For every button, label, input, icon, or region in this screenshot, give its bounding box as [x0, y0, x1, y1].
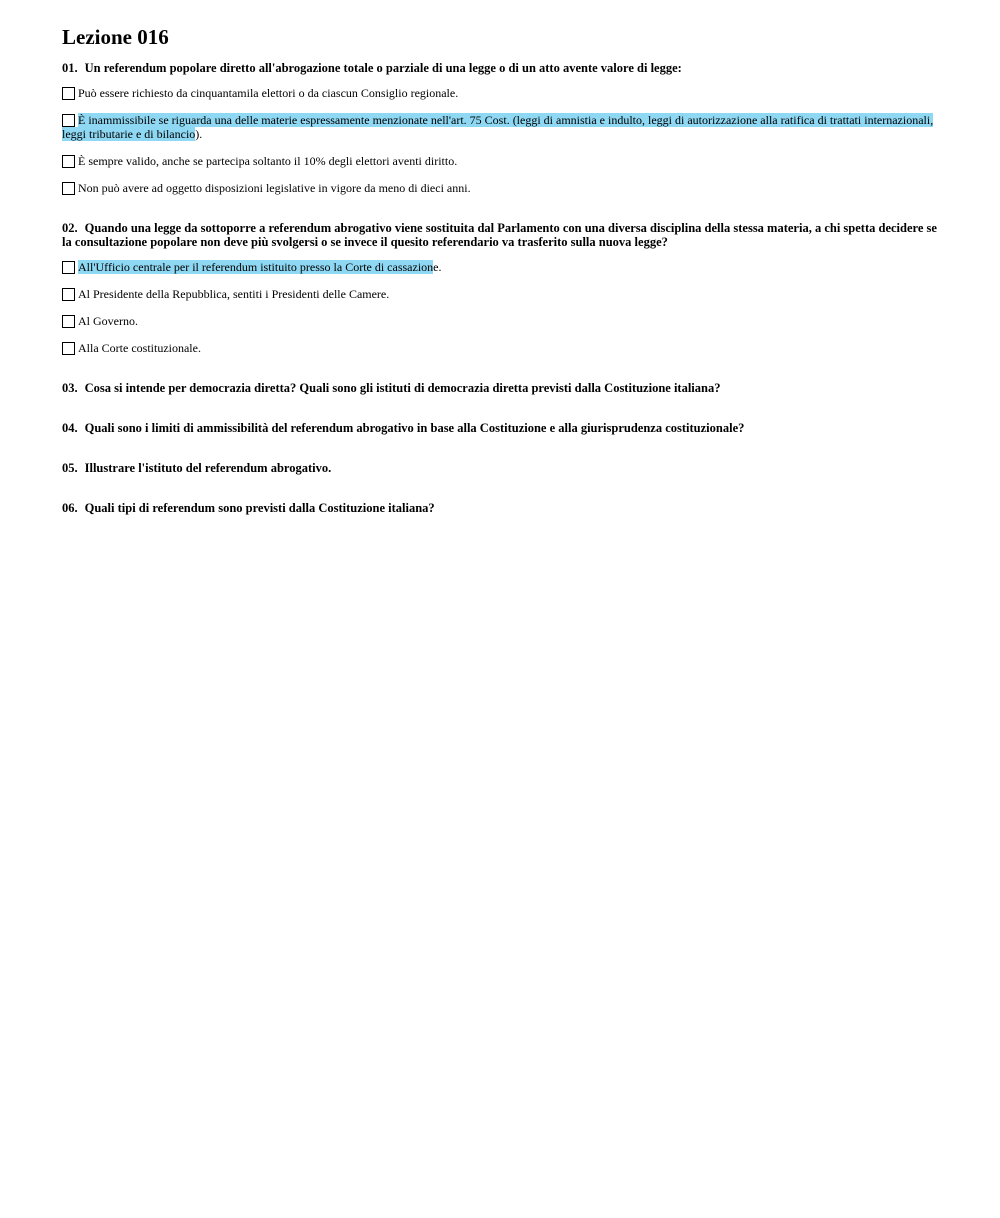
question-02	[62, 221, 942, 249]
answer-checkbox[interactable]	[62, 182, 75, 195]
answer-checkbox[interactable]	[62, 261, 75, 274]
answer-text: Può essere richiesto da cinquantamila elettori o da ciascun Consiglio regionale.	[78, 86, 459, 100]
question-04	[62, 421, 942, 435]
answer-text: È sempre valido, anche se partecipa soltanto il 10% degli elettori aventi diritto.	[78, 154, 458, 168]
question-number: 02.	[62, 221, 78, 235]
answer-text-tail: e.	[433, 260, 442, 274]
highlighted-answer-text: È inammissibile se riguarda una delle materie espressamente menzionate nell'art. 75 Cost. (leggi di amnistia e indulto, leggi di autorizzazione alla ratifica di trattati internazionali, leggi tributarie e di bilancio	[62, 113, 934, 141]
question-text: Un referendum popolare diretto all'abrogazione totale o parziale di una legge o di un atto avente valore di legge:	[84, 61, 682, 75]
question-block-01	[62, 61, 942, 195]
question-number: 04.	[62, 421, 78, 435]
answer-option-highlighted	[62, 260, 942, 274]
question-text: Cosa si intende per democrazia diretta? Quali sono gli istituti di democrazia diretta previsti dalla Costituzione italiana?	[84, 381, 721, 395]
answer-option	[62, 341, 942, 355]
question-03	[62, 381, 942, 395]
question-block-02	[62, 221, 942, 355]
answer-option	[62, 314, 942, 328]
answer-option	[62, 287, 942, 301]
question-text: Quali tipi di referendum sono previsti dalla Costituzione italiana?	[84, 501, 435, 515]
question-06	[62, 501, 942, 515]
answer-options-01	[62, 86, 942, 195]
question-number: 03.	[62, 381, 78, 395]
highlighted-answer-text: All'Ufficio centrale per il referendum istituito presso la Corte di cassazion	[78, 260, 434, 274]
answer-option	[62, 181, 942, 195]
answer-checkbox[interactable]	[62, 155, 75, 168]
question-05	[62, 461, 942, 475]
question-number: 01.	[62, 61, 78, 75]
open-questions	[62, 381, 942, 515]
question-text: Illustrare l'istituto del referendum abrogativo.	[84, 461, 332, 475]
answer-option-highlighted	[62, 113, 942, 141]
question-number: 06.	[62, 501, 78, 515]
answer-text: Non può avere ad oggetto disposizioni legislative in vigore da meno di dieci anni.	[78, 181, 471, 195]
answer-checkbox[interactable]	[62, 114, 75, 127]
answer-checkbox[interactable]	[62, 87, 75, 100]
answer-checkbox[interactable]	[62, 342, 75, 355]
document-page	[62, 24, 942, 541]
answer-checkbox[interactable]	[62, 288, 75, 301]
answer-text: Alla Corte costituzionale.	[78, 341, 201, 355]
question-01	[62, 61, 942, 75]
question-text: Quando una legge da sottoporre a referendum abrogativo viene sostituita dal Parlamento con una diversa disciplina della stessa materia, a chi spetta decidere se la consultazione popolare non deve più svolgersi o se invece il quesito referendario va trasferito sulla nuova legge?	[62, 221, 937, 249]
answer-checkbox[interactable]	[62, 315, 75, 328]
answer-options-02	[62, 260, 942, 355]
answer-text: Al Presidente della Repubblica, sentiti i Presidenti delle Camere.	[78, 287, 390, 301]
answer-text: Al Governo.	[78, 314, 138, 328]
answer-text-tail: ).	[195, 127, 203, 141]
answer-option	[62, 86, 942, 100]
lesson-title: Lezione 016	[62, 25, 169, 49]
question-text: Quali sono i limiti di ammissibilità del referendum abrogativo in base alla Costituzione e alla giurisprudenza costituzionale?	[84, 421, 745, 435]
question-number: 05.	[62, 461, 78, 475]
answer-option	[62, 154, 942, 168]
